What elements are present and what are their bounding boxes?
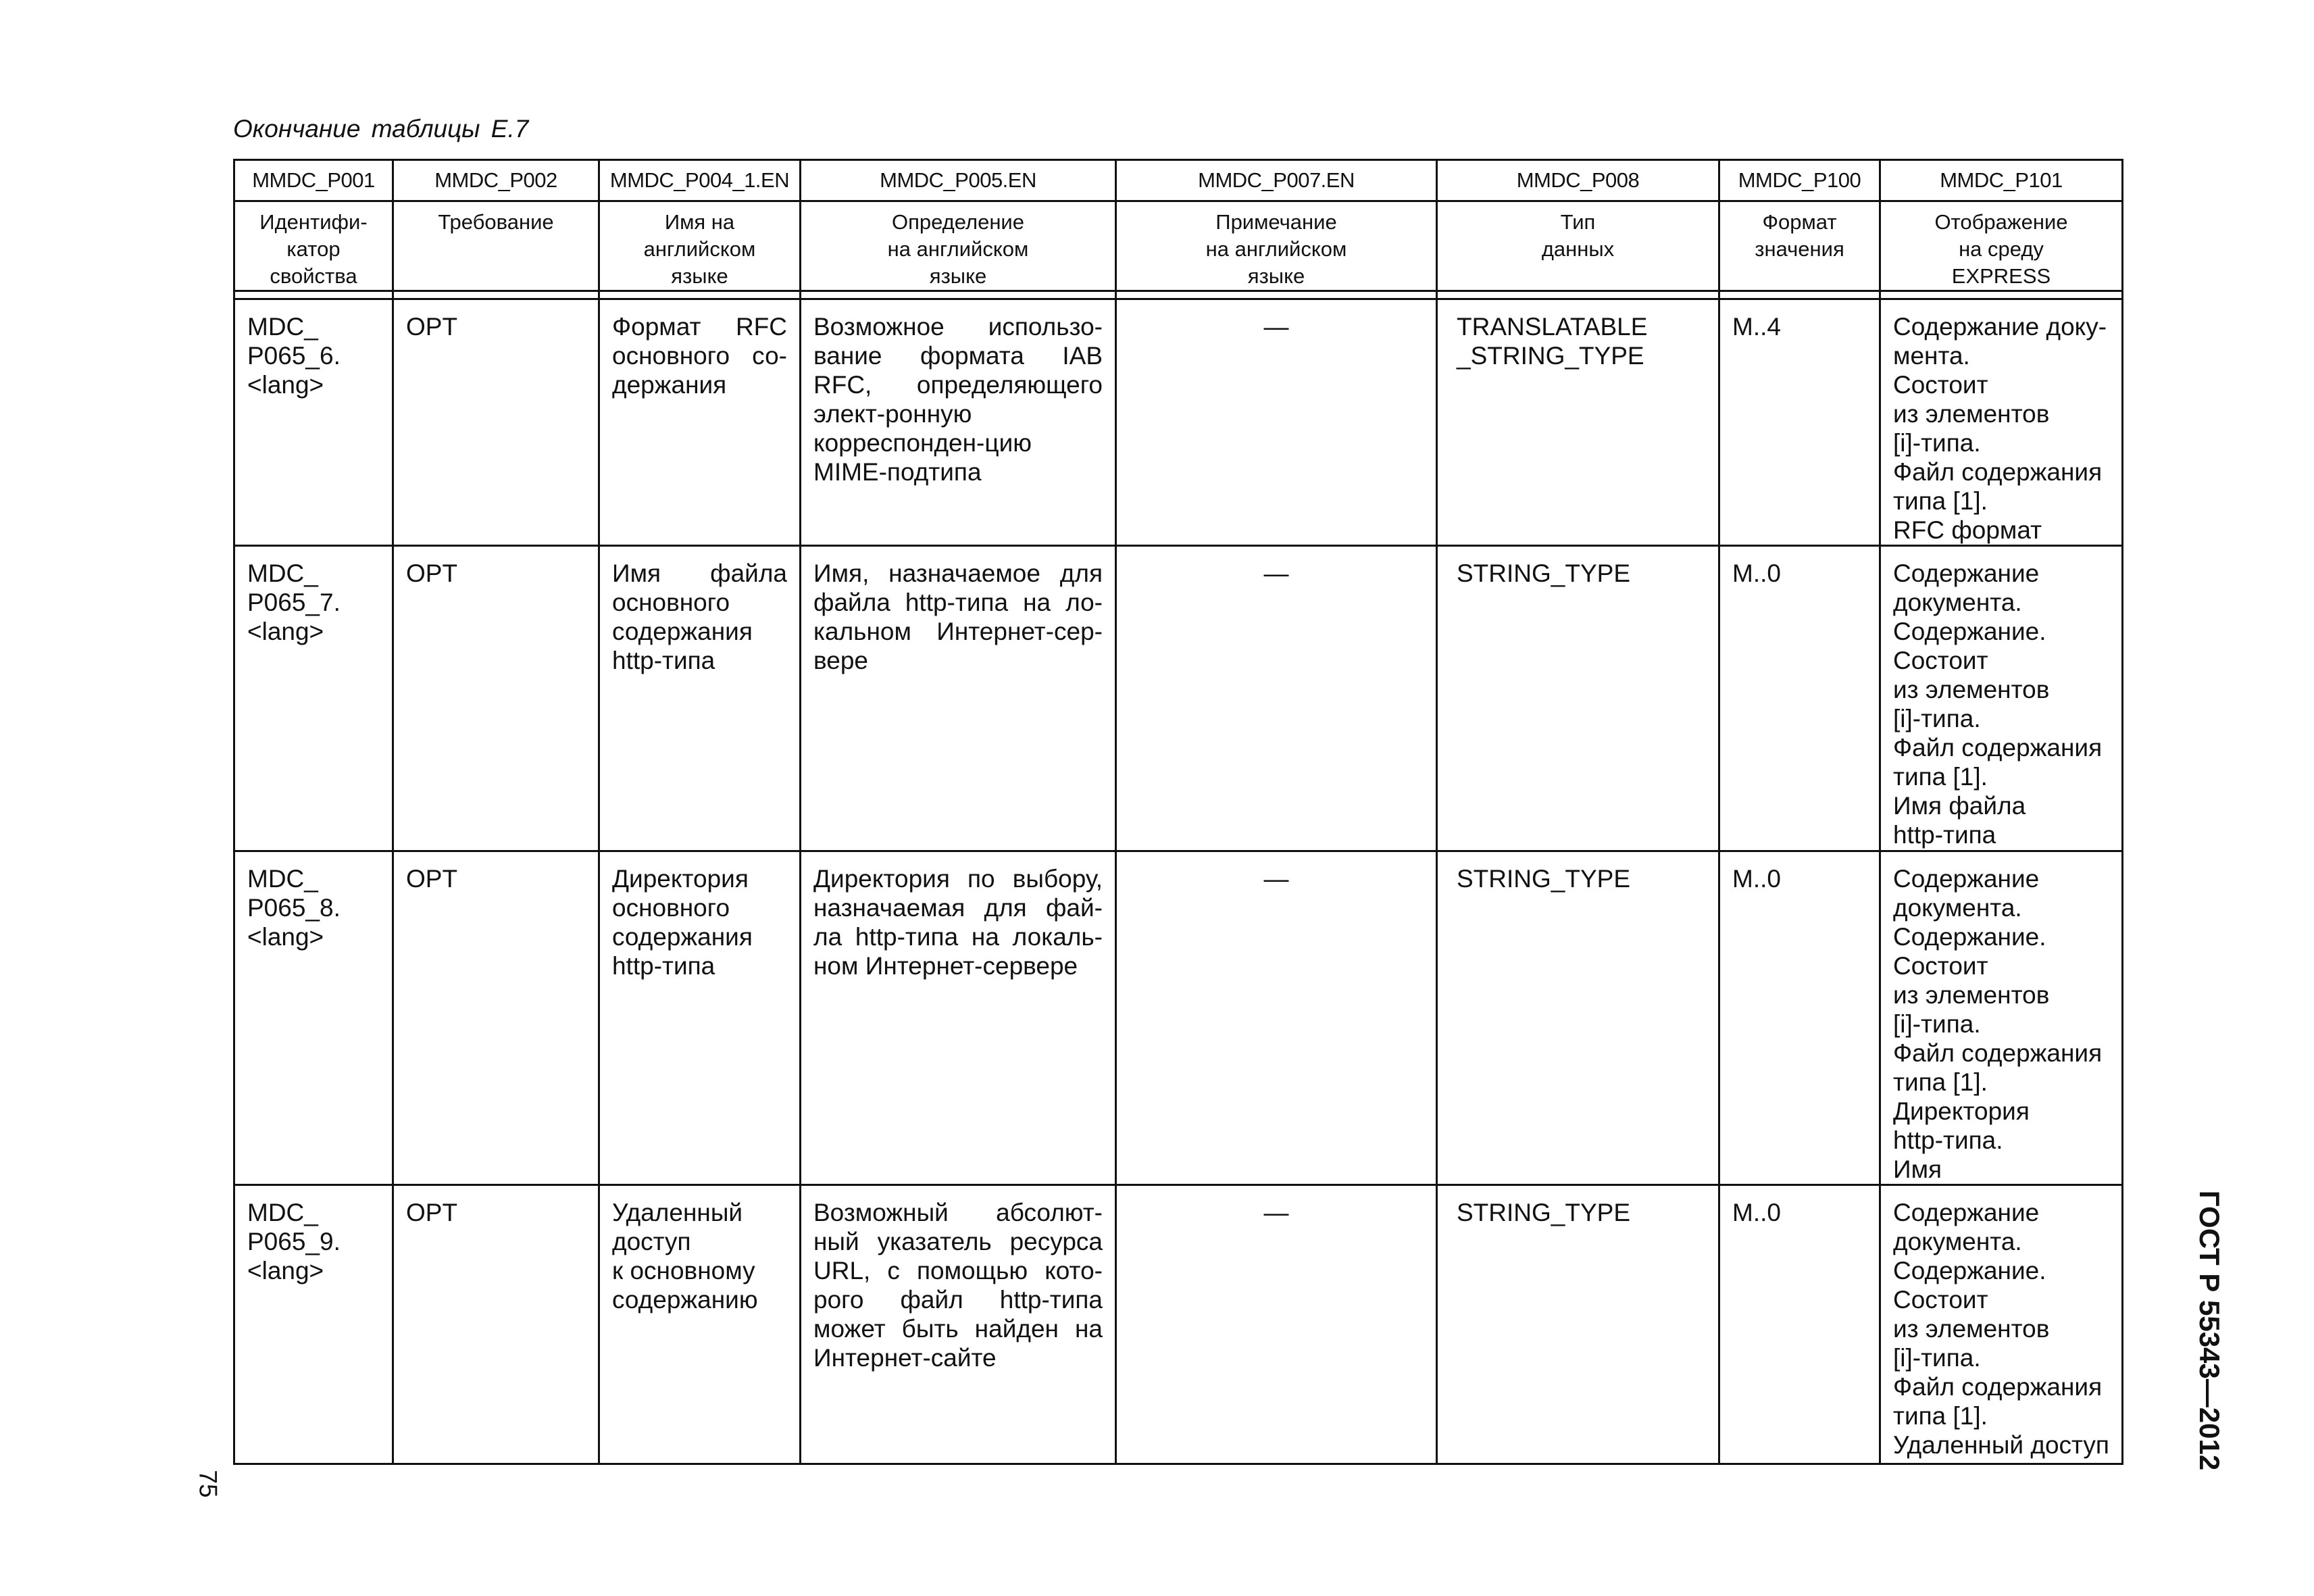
table-row: [234, 1185, 2123, 1464]
column-code: MMDC_P007.EN: [1116, 160, 1437, 201]
cell-data-type: STRING_TYPE: [1437, 851, 1719, 1185]
column-header-text: Отображение на среду EXPRESS: [1934, 210, 2068, 288]
cell-id: MDC_ P065_6. <lang>: [234, 299, 393, 546]
cell-note-en: —: [1116, 1185, 1437, 1464]
cell-express-mapping: Содержание документа. Содержание. Состоит из элементов [i]-типа. Файл содержания типа [1]. Удаленный доступ: [1880, 1185, 2123, 1464]
column-code-row: [234, 160, 2123, 201]
column-header: [393, 201, 599, 291]
cell-express-mapping: Содержание документа. Содержание. Состоит из элементов [i]-типа. Файл содержания типа [1]. Имя файла http-типа: [1880, 546, 2123, 851]
cell-note-en: —: [1116, 851, 1437, 1185]
table-row: [234, 851, 2123, 1185]
column-header-text: Примечание на английском языке: [1205, 210, 1347, 288]
cell-definition-en: Возможное использо-вание формата IAB RFC, определяющего элект-ронную корреспонден-цию MIME-подтипа: [801, 299, 1116, 546]
column-header: [599, 201, 801, 291]
column-header: [234, 201, 393, 291]
cell-definition-en: Имя, назначаемое для файла http-типа на ло-кальном Интернет-сер-вере: [801, 546, 1116, 851]
properties-table: [233, 159, 2123, 1465]
cell-requirement: OPT: [393, 851, 599, 1185]
column-header: [1880, 201, 2123, 291]
cell-value-format: M..0: [1719, 851, 1880, 1185]
cell-id: MDC_ P065_8. <lang>: [234, 851, 393, 1185]
cell-note-en: —: [1116, 299, 1437, 546]
standard-designation: ГОСТ Р 55343—2012: [2194, 1190, 2225, 1471]
cell-note-en: —: [1116, 546, 1437, 851]
column-header-text: Формат значения: [1755, 210, 1844, 261]
cell-value-format: M..0: [1719, 546, 1880, 851]
cell-express-mapping: Содержание документа. Содержание. Состоит из элементов [i]-типа. Файл содержания типа [1]. Директория http-типа. Имя: [1880, 851, 2123, 1185]
cell-data-type: STRING_TYPE: [1437, 546, 1719, 851]
table-row: [234, 546, 2123, 851]
column-code: MMDC_P001: [234, 160, 393, 201]
cell-name-en: Директория основного содержания http-типа: [599, 851, 801, 1185]
cell-value-format: M..4: [1719, 299, 1880, 546]
column-code: MMDC_P008: [1437, 160, 1719, 201]
table-caption: Окончание таблицы Е.7: [233, 115, 529, 143]
column-header-text: Требование: [438, 210, 554, 234]
cell-requirement: OPT: [393, 546, 599, 851]
column-header-row: [234, 201, 2123, 291]
column-header: [1437, 201, 1719, 291]
column-header-text: Имя на английском языке: [643, 210, 756, 288]
cell-data-type: TRANSLATABLE _STRING_TYPE: [1437, 299, 1719, 546]
cell-data-type: STRING_TYPE: [1437, 1185, 1719, 1464]
table-row: [234, 299, 2123, 546]
column-code: MMDC_P005.EN: [801, 160, 1116, 201]
column-header-text: Определение на английском языке: [887, 210, 1029, 288]
cell-requirement: OPT: [393, 299, 599, 546]
header-separator: [234, 291, 2123, 299]
cell-name-en: Имя файла основного содержания http-типа: [599, 546, 801, 851]
column-code: MMDC_P101: [1880, 160, 2123, 201]
column-header-text: Идентифи- катор свойства: [259, 210, 368, 288]
cell-value-format: M..0: [1719, 1185, 1880, 1464]
column-code: MMDC_P002: [393, 160, 599, 201]
column-code: MMDC_P100: [1719, 160, 1880, 201]
cell-id: MDC_ P065_9. <lang>: [234, 1185, 393, 1464]
cell-id: MDC_ P065_7. <lang>: [234, 546, 393, 851]
column-header: [1719, 201, 1880, 291]
column-header-text: Тип данных: [1541, 210, 1615, 261]
column-header: [1116, 201, 1437, 291]
cell-definition-en: Возможный абсолют-ный указатель ресурса URL, с помощью кото-рого файл http-типа может быть найден на Интернет-сайте: [801, 1185, 1116, 1464]
cell-definition-en: Директория по выбору, назначаемая для фай-ла http-типа на локаль-ном Интернет-сервере: [801, 851, 1116, 1185]
cell-name-en: Удаленный доступ к основному содержанию: [599, 1185, 801, 1464]
cell-name-en: Формат RFC основного со-держания: [599, 299, 801, 546]
column-header: [801, 201, 1116, 291]
cell-requirement: OPT: [393, 1185, 599, 1464]
page-number: 75: [194, 1470, 222, 1498]
cell-express-mapping: Содержание доку- мента. Состоит из элементов [i]-типа. Файл содержания типа [1]. RFC формат: [1880, 299, 2123, 546]
column-code: MMDC_P004_1.EN: [599, 160, 801, 201]
